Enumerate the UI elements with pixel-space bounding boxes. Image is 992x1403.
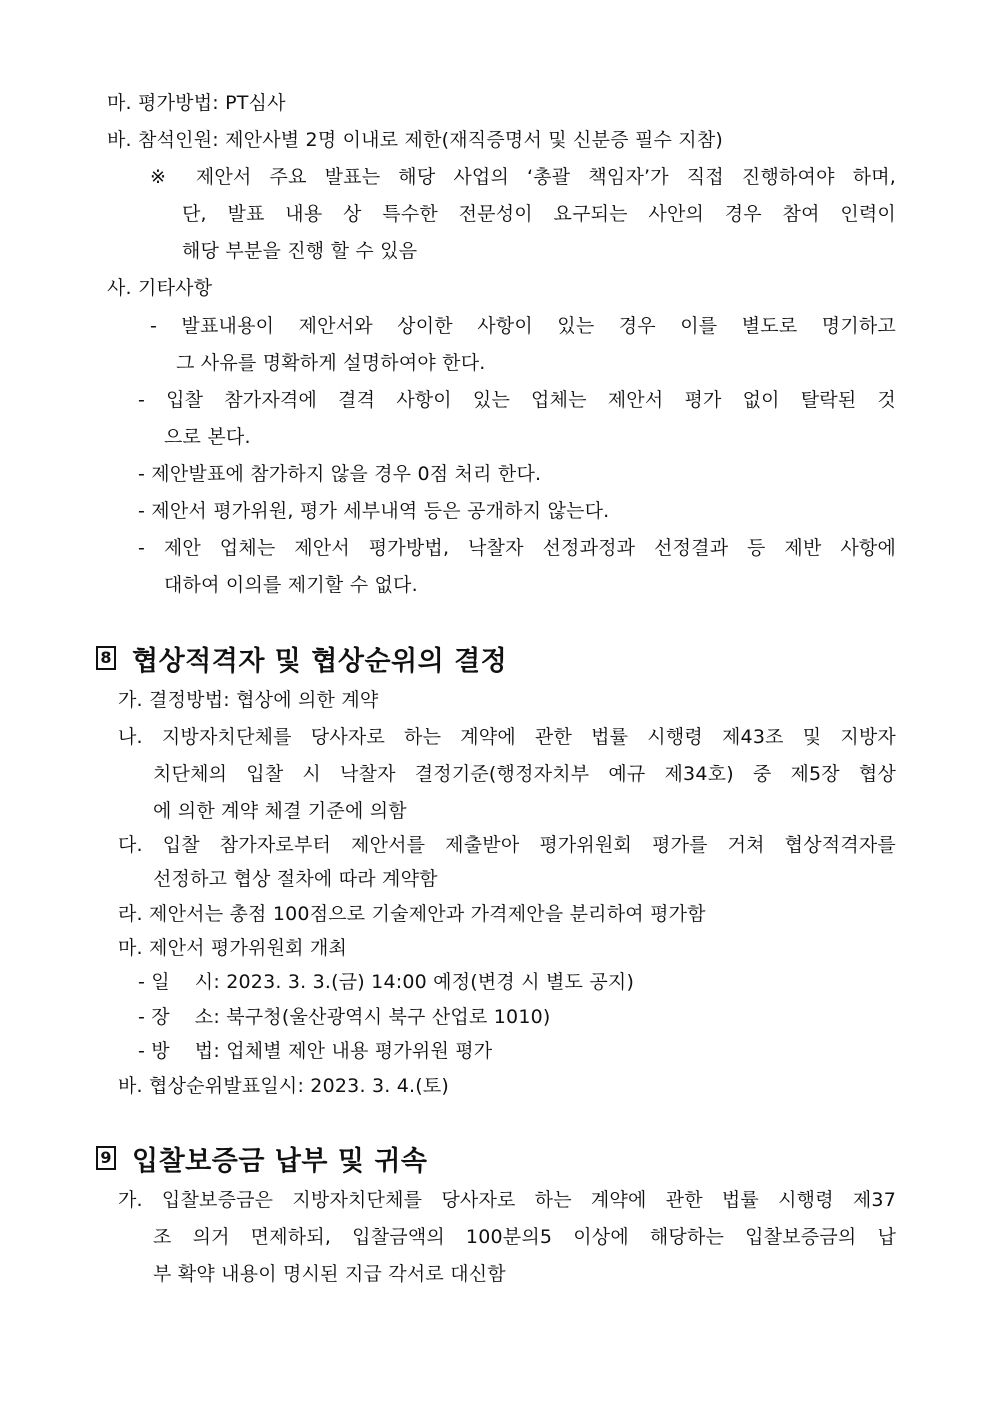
bid-deposit-line: 부 확약 내용이 명시된 지급 각서로 대신함 <box>153 1263 506 1285</box>
legal-basis-line: 치단체의 입찰 시 낙찰자 결정기준(행정자치부 예규 제34호) 중 제5장 협상 <box>153 763 896 785</box>
other-matters-line: 대하여 이의를 제기할 수 없다. <box>164 574 418 596</box>
eval-method-item: 마. 평가방법: PT심사 <box>107 92 286 114</box>
legal-basis-line: 나. 지방자치단체를 당사자로 하는 계약에 관한 법률 시행령 제43조 및 지방자 <box>118 726 896 748</box>
selection-process-line: 다. 입찰 참가자로부터 제안서를 제출받아 평가위원회 평가를 거쳐 협상적격자를 <box>118 834 896 856</box>
section-9-heading <box>96 1138 428 1178</box>
other-matters-line: 그 사유를 명확하게 설명하여야 한다. <box>176 352 486 374</box>
selection-process-line: 선정하고 협상 절차에 따라 계약함 <box>153 868 438 890</box>
committee-item: 마. 제안서 평가위원회 개최 <box>118 937 348 959</box>
section-title: 협상적격자 및 협상순위의 결정 <box>132 645 508 677</box>
attendees-item: 바. 참석인원: 제안사별 2명 이내로 제한(재직증명서 및 신분증 필수 지참) <box>107 129 724 151</box>
other-matters-line: - 발표내용이 제안서와 상이한 사항이 있는 경우 이를 별도로 명기하고 <box>150 315 896 337</box>
other-matters-line: - 제안서 평가위원, 평가 세부내역 등은 공개하지 않는다. <box>138 500 610 522</box>
other-matters-item: 사. 기타사항 <box>107 277 213 299</box>
note-line: 해당 부분을 진행 할 수 있음 <box>182 240 418 262</box>
other-matters-line: - 입찰 참가자격에 결격 사항이 있는 업체는 제안서 평가 없이 탈락된 것 <box>138 389 896 411</box>
bid-deposit-line: 가. 입찰보증금은 지방자치단체를 당사자로 하는 계약에 관한 법률 시행령 제37 <box>118 1189 896 1211</box>
other-matters-line: - 제안 업체는 제안서 평가방법, 낙찰자 선정과정과 선정결과 등 제반 사항에 <box>138 537 896 559</box>
note-line: ※ 제안서 주요 발표는 해당 사업의 ‘총괄 책임자’가 직접 진행하여야 하며, <box>150 166 896 188</box>
legal-basis-line: 에 의한 계약 체결 기준에 의함 <box>153 800 407 822</box>
decision-method-item: 가. 결정방법: 협상에 의한 계약 <box>118 689 379 711</box>
section-number-box: 8 <box>96 646 116 670</box>
section-number-box: 9 <box>96 1146 116 1170</box>
note-line: 단, 발표 내용 상 특수한 전문성이 요구되는 사안의 경우 참여 인력이 <box>182 203 896 225</box>
committee-datetime: - 일 시: 2023. 3. 3.(금) 14:00 예정(변경 시 별도 공지) <box>138 971 635 993</box>
committee-method: - 방 법: 업체별 제안 내용 평가위원 평가 <box>138 1040 493 1062</box>
committee-location: - 장 소: 북구청(울산광역시 북구 산업로 1010) <box>138 1006 551 1028</box>
other-matters-line: 으로 본다. <box>164 426 251 448</box>
other-matters-line: - 제안발표에 참가하지 않을 경우 0점 처리 한다. <box>138 463 542 485</box>
scoring-item: 라. 제안서는 총점 100점으로 기술제안과 가격제안을 분리하여 평가함 <box>118 903 706 925</box>
bid-deposit-line: 조 의거 면제하되, 입찰금액의 100분의5 이상에 해당하는 입찰보증금의 납 <box>153 1226 896 1248</box>
section-title: 입찰보증금 납부 및 귀속 <box>132 1145 428 1177</box>
section-8-heading <box>96 638 507 678</box>
ranking-announcement-item: 바. 협상순위발표일시: 2023. 3. 4.(토) <box>118 1075 450 1097</box>
